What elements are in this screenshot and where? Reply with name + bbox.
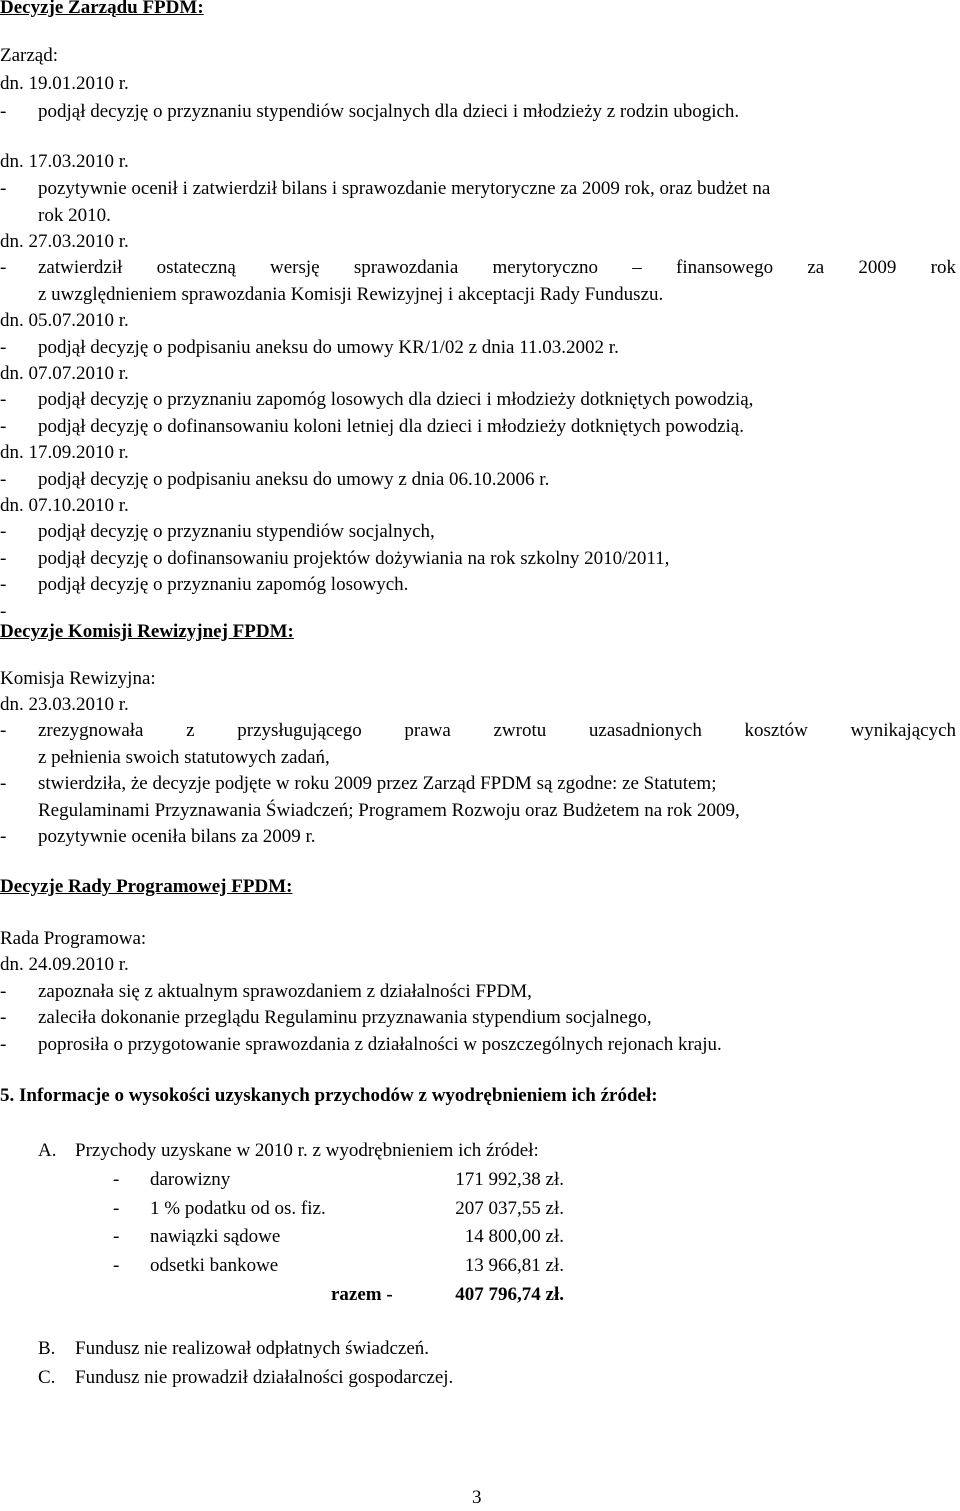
income-row-label: odsetki bankowe	[150, 1255, 279, 1276]
section5-c-marker: C.	[38, 1367, 56, 1388]
dash-marker: -	[0, 548, 7, 569]
rada-item-2: zaleciła dokonanie przeglądu Regulaminu przyznawania stypendium socjalnego,	[38, 1007, 652, 1028]
zarzad-date-2: dn. 17.03.2010 r.	[0, 151, 129, 172]
komisja-item-1a: zrezygnowała z przysługującego prawa zwrotu uzasadnionych kosztów wynikających	[38, 720, 956, 741]
dash-marker: -	[0, 389, 7, 410]
dash-marker: -	[0, 416, 7, 437]
komisja-item-2a: stwierdziła, że decyzje podjęte w roku 2009 przez Zarząd FPDM są zgodne: ze Statutem;	[38, 773, 717, 794]
zarzad-date-6: dn. 17.09.2010 r.	[0, 442, 129, 463]
income-row-amount: 171 992,38 zł.	[455, 1169, 564, 1190]
income-row-label: 1 % podatku od os. fiz.	[150, 1198, 326, 1219]
komisja-heading: Decyzje Komisji Rewizyjnej FPDM:	[0, 621, 294, 642]
income-total-label: razem -	[331, 1284, 393, 1305]
dash-marker: -	[0, 601, 7, 622]
zarzad-d7-item-1: podjął decyzję o przyznaniu stypendiów socjalnych,	[38, 521, 435, 542]
zarzad-date-4: dn. 05.07.2010 r.	[0, 310, 129, 331]
dash-marker: -	[0, 981, 7, 1002]
section5-heading: 5. Informacje o wysokości uzyskanych przychodów z wyodrębnieniem ich źródeł:	[0, 1085, 658, 1106]
income-row-label: nawiązki sądowe	[150, 1226, 281, 1247]
komisja-item-1b: z pełnienia swoich statutowych zadań,	[38, 747, 330, 768]
zarzad-d6-item-1: podjął decyzję o podpisaniu aneksu do umowy z dnia 06.10.2006 r.	[38, 469, 550, 490]
zarzad-heading: Decyzje Zarządu FPDM:	[0, 0, 204, 18]
dash-marker: -	[0, 826, 7, 847]
dash-marker: -	[0, 574, 7, 595]
zarzad-date-3: dn. 27.03.2010 r.	[0, 231, 129, 252]
dash-marker: -	[0, 1007, 7, 1028]
dash-marker: -	[113, 1169, 120, 1190]
section5-a-marker: A.	[38, 1140, 57, 1161]
zarzad-date-5: dn. 07.07.2010 r.	[0, 363, 129, 384]
page-number: 3	[472, 1487, 482, 1508]
dash-marker: -	[0, 1034, 7, 1055]
rada-item-3: poprosiła o przygotowanie sprawozdania z działalności w poszczególnych rejonach kraju.	[38, 1034, 722, 1055]
dash-marker: -	[113, 1198, 120, 1219]
dash-marker: -	[0, 521, 7, 542]
zarzad-d7-item-2: podjął decyzję o dofinansowaniu projektów dożywiania na rok szkolny 2010/2011,	[38, 548, 670, 569]
dash-marker: -	[113, 1226, 120, 1247]
zarzad-d2-item-1b: rok 2010.	[38, 205, 111, 226]
komisja-label: Komisja Rewizyjna:	[0, 668, 156, 689]
zarzad-date-7: dn. 07.10.2010 r.	[0, 495, 129, 516]
zarzad-d1-item-1: podjął decyzję o przyznaniu stypendiów socjalnych dla dzieci i młodzieży z rodzin ubogich.	[38, 101, 740, 122]
dash-marker: -	[0, 101, 7, 122]
section5-a-text: Przychody uzyskane w 2010 r. z wyodrębnieniem ich źródeł:	[75, 1140, 539, 1161]
komisja-date-1: dn. 23.03.2010 r.	[0, 694, 129, 715]
zarzad-date-1: dn. 19.01.2010 r.	[0, 73, 129, 94]
income-row-amount: 13 966,81 zł.	[464, 1255, 564, 1276]
dash-marker: -	[0, 337, 7, 358]
dash-marker: -	[0, 773, 7, 794]
zarzad-d5-item-2: podjął decyzję o dofinansowaniu koloni letniej dla dzieci i młodzieży dotkniętych powodzią.	[38, 416, 744, 437]
zarzad-d5-item-1: podjął decyzję o przyznaniu zapomóg losowych dla dzieci i młodzieży dotkniętych powodzią,	[38, 389, 754, 410]
zarzad-label: Zarząd:	[0, 45, 59, 66]
income-row-label: darowizny	[150, 1169, 231, 1190]
dash-marker: -	[0, 720, 7, 741]
zarzad-d7-item-3: podjął decyzję o przyznaniu zapomóg losowych.	[38, 574, 409, 595]
dash-marker: -	[113, 1255, 120, 1276]
zarzad-d4-item-1: podjął decyzję o podpisaniu aneksu do umowy KR/1/02 z dnia 11.03.2002 r.	[38, 337, 619, 358]
rada-label: Rada Programowa:	[0, 928, 147, 949]
section5-b-text: Fundusz nie realizował odpłatnych świadczeń.	[75, 1338, 430, 1359]
rada-heading: Decyzje Rady Programowej FPDM:	[0, 876, 293, 897]
income-total-amount: 407 796,74 zł.	[455, 1284, 564, 1305]
zarzad-d2-item-1a: pozytywnie ocenił i zatwierdził bilans i sprawozdanie merytoryczne za 2009 rok, oraz budżet na	[38, 178, 771, 199]
dash-marker: -	[0, 178, 7, 199]
section5-b-marker: B.	[38, 1338, 56, 1359]
section5-c-text: Fundusz nie prowadził działalności gospodarczej.	[75, 1367, 454, 1388]
dash-marker: -	[0, 257, 7, 278]
komisja-item-2b: Regulaminami Przyznawania Świadczeń; Programem Rozwoju oraz Budżetem na rok 2009,	[38, 800, 740, 821]
rada-item-1: zapoznała się z aktualnym sprawozdaniem z działalności FPDM,	[38, 981, 532, 1002]
komisja-item-3: pozytywnie oceniła bilans za 2009 r.	[38, 826, 316, 847]
dash-marker: -	[0, 469, 7, 490]
zarzad-d3-item-1a: zatwierdził ostateczną wersję sprawozdania merytoryczno – finansowego za 2009 rok	[38, 257, 956, 278]
income-row-amount: 14 800,00 zł.	[464, 1226, 564, 1247]
zarzad-d3-item-1b: z uwzględnieniem sprawozdania Komisji Rewizyjnej i akceptacji Rady Funduszu.	[38, 284, 664, 305]
income-row-amount: 207 037,55 zł.	[455, 1198, 564, 1219]
rada-date-1: dn. 24.09.2010 r.	[0, 954, 129, 975]
